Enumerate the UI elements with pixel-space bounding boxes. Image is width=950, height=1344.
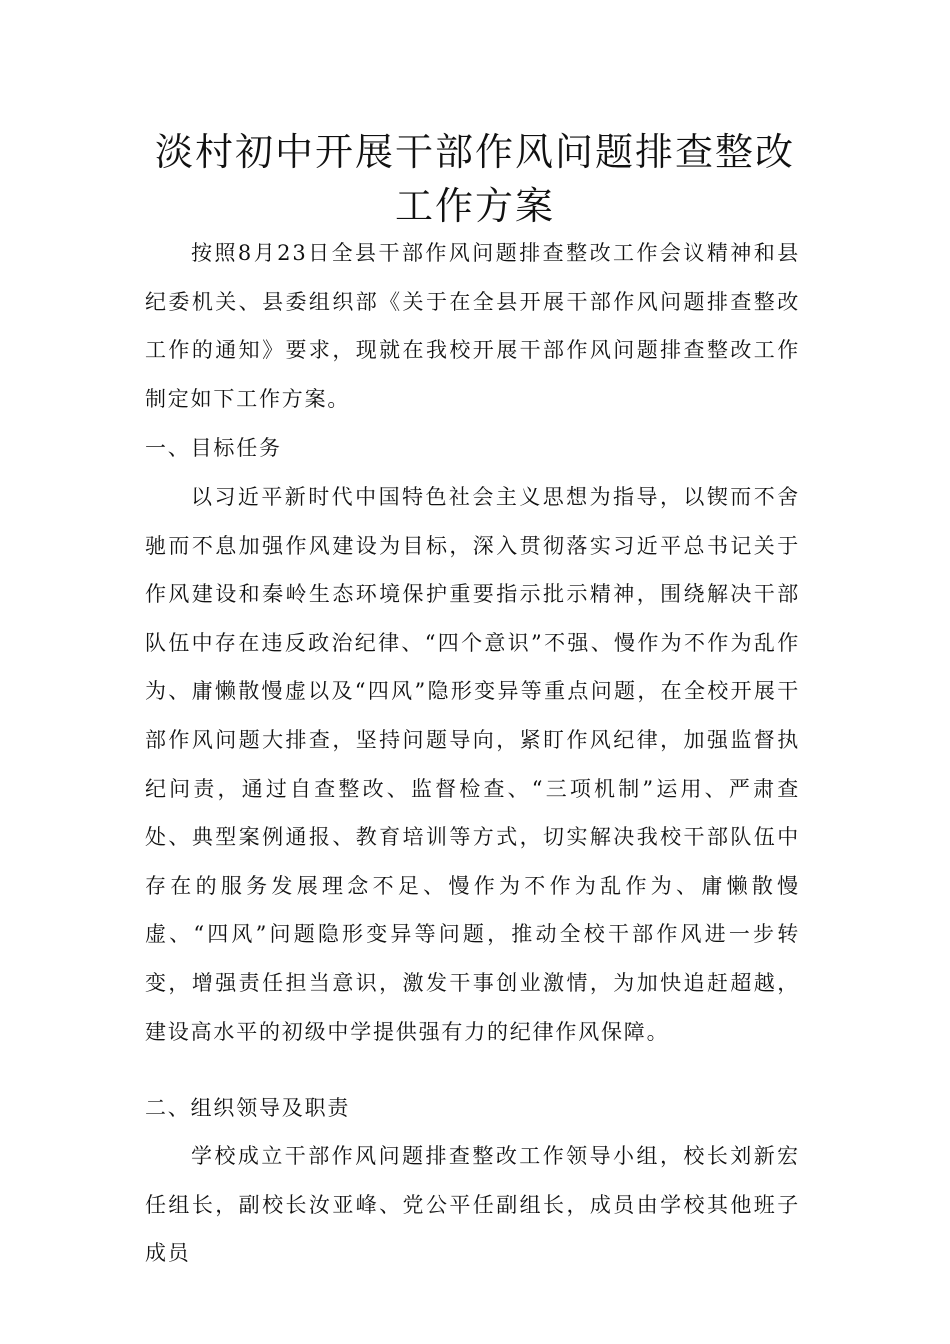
section-1-paragraph: 以习近平新时代中国特色社会主义思想为指导，以锲而不舍驰而不息加强作风建设为目标，深入贯彻落实习近平总书记关于作风建设和秦岭生态环境保护重要指示批示精神，围绕解决干部队伍中存在违反政治纪律、“四个意识”不强、慢作为不作为乱作为、庸懒散慢虚以及“四风”隐形变异等重点问题，在全校开展干部作风问题大排查，坚持问题导向，紧盯作风纪律，加强监督执纪问责，通过自查整改、监督检查、“三项机制”运用、严肃查处、典型案例通报、教育培训等方式，切实解决我校干部队伍中存在的服务发展理念不足、慢作为不作为乱作为、庸懒散慢虚、“四风”问题隐形变异等问题，推动全校干部作风进一步转变，增强责任担当意识，激发干事创业激情，为加快追赶超越，建设高水平的初级中学提供强有力的纪律作风保障。 bbox=[145, 485, 800, 1044]
section-2-heading: 二、组织领导及职责 bbox=[145, 1096, 351, 1120]
section-1-heading: 一、目标任务 bbox=[145, 436, 282, 460]
document-title-line-1: 淡村初中开展干部作风问题排查整改 bbox=[154, 130, 795, 174]
document-title-line-2: 工作方案 bbox=[394, 184, 555, 228]
intro-paragraph: 按照8月23日全县干部作风问题排查整改工作会议精神和县纪委机关、县委组织部《关于在全县开展干部作风问题排查整改工作的通知》要求，现就在我校开展干部作风问题排查整改工作制定如下工作方案。 bbox=[145, 241, 800, 411]
section-2-paragraph: 学校成立干部作风问题排查整改工作领导小组，校长刘新宏任组长，副校长汝亚峰、党公平任副组长，成员由学校其他班子成员 bbox=[145, 1144, 800, 1266]
